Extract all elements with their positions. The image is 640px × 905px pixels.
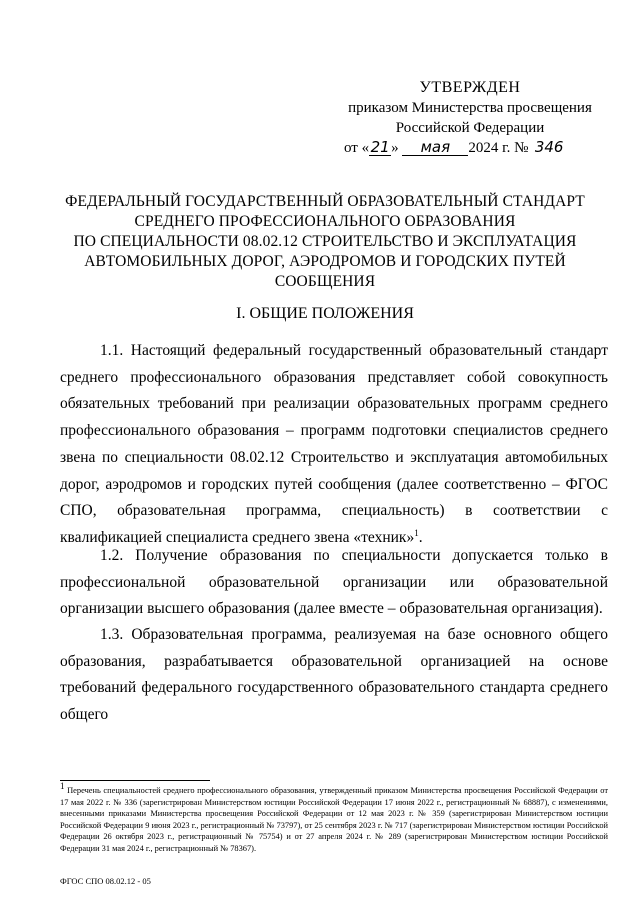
document-title bbox=[60, 192, 590, 292]
paragraph-1-1 bbox=[60, 338, 608, 552]
approval-date-line bbox=[330, 138, 610, 158]
date-day-handwritten: 21 bbox=[370, 138, 390, 156]
paragraph-1-1-text: 1.1. Настоящий федеральный государственный образовательный стандарт среднего профессионального образования представляет собой совокупность обязательных требований при реализации образовательных программ среднего профессионального образования – программ подготовки специалистов среднего звена по специальности 08.02.12 Строительство и эксплуатация автомобильных дорог, аэродромов и городских путей сообщения (далее соответственно – ФГОС СПО, образовательная программа, специальность) в соответствии с квалификацией специалиста среднего звена «техник» bbox=[60, 342, 608, 546]
title-line-2: СРЕДНЕГО ПРОФЕССИОНАЛЬНОГО ОБРАЗОВАНИЯ bbox=[134, 213, 516, 230]
page-footer-code: ФГОС СПО 08.02.12 - 05 bbox=[60, 876, 151, 886]
approval-block bbox=[330, 78, 610, 158]
approval-title: УТВЕРЖДЕН bbox=[419, 79, 521, 96]
footnote-mark: 1 bbox=[60, 781, 65, 792]
title-line-5: СООБЩЕНИЯ bbox=[274, 273, 376, 290]
date-year: 2024 г. № bbox=[468, 140, 529, 156]
footnote-text: Перечень специальностей среднего профессионального образования, утвержденный приказом Министерства просвещения Российской Федерации от 17 мая 2022 г. № 336 (зарегистрирован Министерством юстиции Российской Федерации 17 июня 2022 г., регистрационный № 68887), с изменениями, внесенными приказами Министерства просвещения Российской Федерации от 12 мая 2023 г. № 359 (зарегистрирован Министерством юстиции Российской Федерации 9 июня 2023 г., регистрационный № 73797), от 25 сентября 2023 г. № 717 (зарегистрирован Министерством юстиции Российской Федерации 26 октября 2023 г., регистрационный № 75754) и от 27 апреля 2024 г. № 289 (зарегистрирован Министерством юстиции Российской Федерации 31 мая 2024 г., регистрационный № 78367). bbox=[60, 786, 608, 853]
title-line-4: АВТОМОБИЛЬНЫХ ДОРОГ, АЭРОДРОМОВ И ГОРОДСКИХ ПУТЕЙ bbox=[84, 253, 566, 270]
date-mid: » bbox=[391, 140, 399, 156]
date-prefix: от « bbox=[344, 140, 370, 156]
order-number-handwritten: 346 bbox=[534, 138, 564, 156]
approval-line-1: приказом Министерства просвещения bbox=[348, 100, 592, 116]
title-line-3: ПО СПЕЦИАЛЬНОСТИ 08.02.12 СТРОИТЕЛЬСТВО И ЭКСПЛУАТАЦИЯ bbox=[73, 233, 577, 250]
footnote bbox=[60, 781, 608, 855]
paragraph-1-2-text: 1.2. Получение образования по специальности допускается только в профессиональной образовательной организации или образовательной организации высшего образования (далее вместе – образовательная организация). bbox=[60, 547, 608, 618]
paragraph-1-2 bbox=[60, 543, 608, 623]
footnote-ref: 1 bbox=[414, 527, 419, 538]
paragraph-1-3-text: 1.3. Образовательная программа, реализуемая на базе основного общего образования, разрабатывается образовательной организацией на основе требований федерального государственного образовательного стандарта среднего общего bbox=[60, 626, 608, 724]
paragraph-1-3 bbox=[60, 622, 608, 729]
approval-line-2: Российской Федерации bbox=[395, 120, 545, 136]
paragraph-1-1-end: . bbox=[418, 528, 423, 546]
section-heading: I. ОБЩИЕ ПОЛОЖЕНИЯ bbox=[236, 305, 414, 322]
title-line-1: ФЕДЕРАЛЬНЫЙ ГОСУДАРСТВЕННЫЙ ОБРАЗОВАТЕЛЬНЫЙ СТАНДАРТ bbox=[65, 193, 585, 210]
footnote-divider bbox=[60, 780, 210, 781]
date-month-handwritten: мая bbox=[402, 140, 468, 156]
